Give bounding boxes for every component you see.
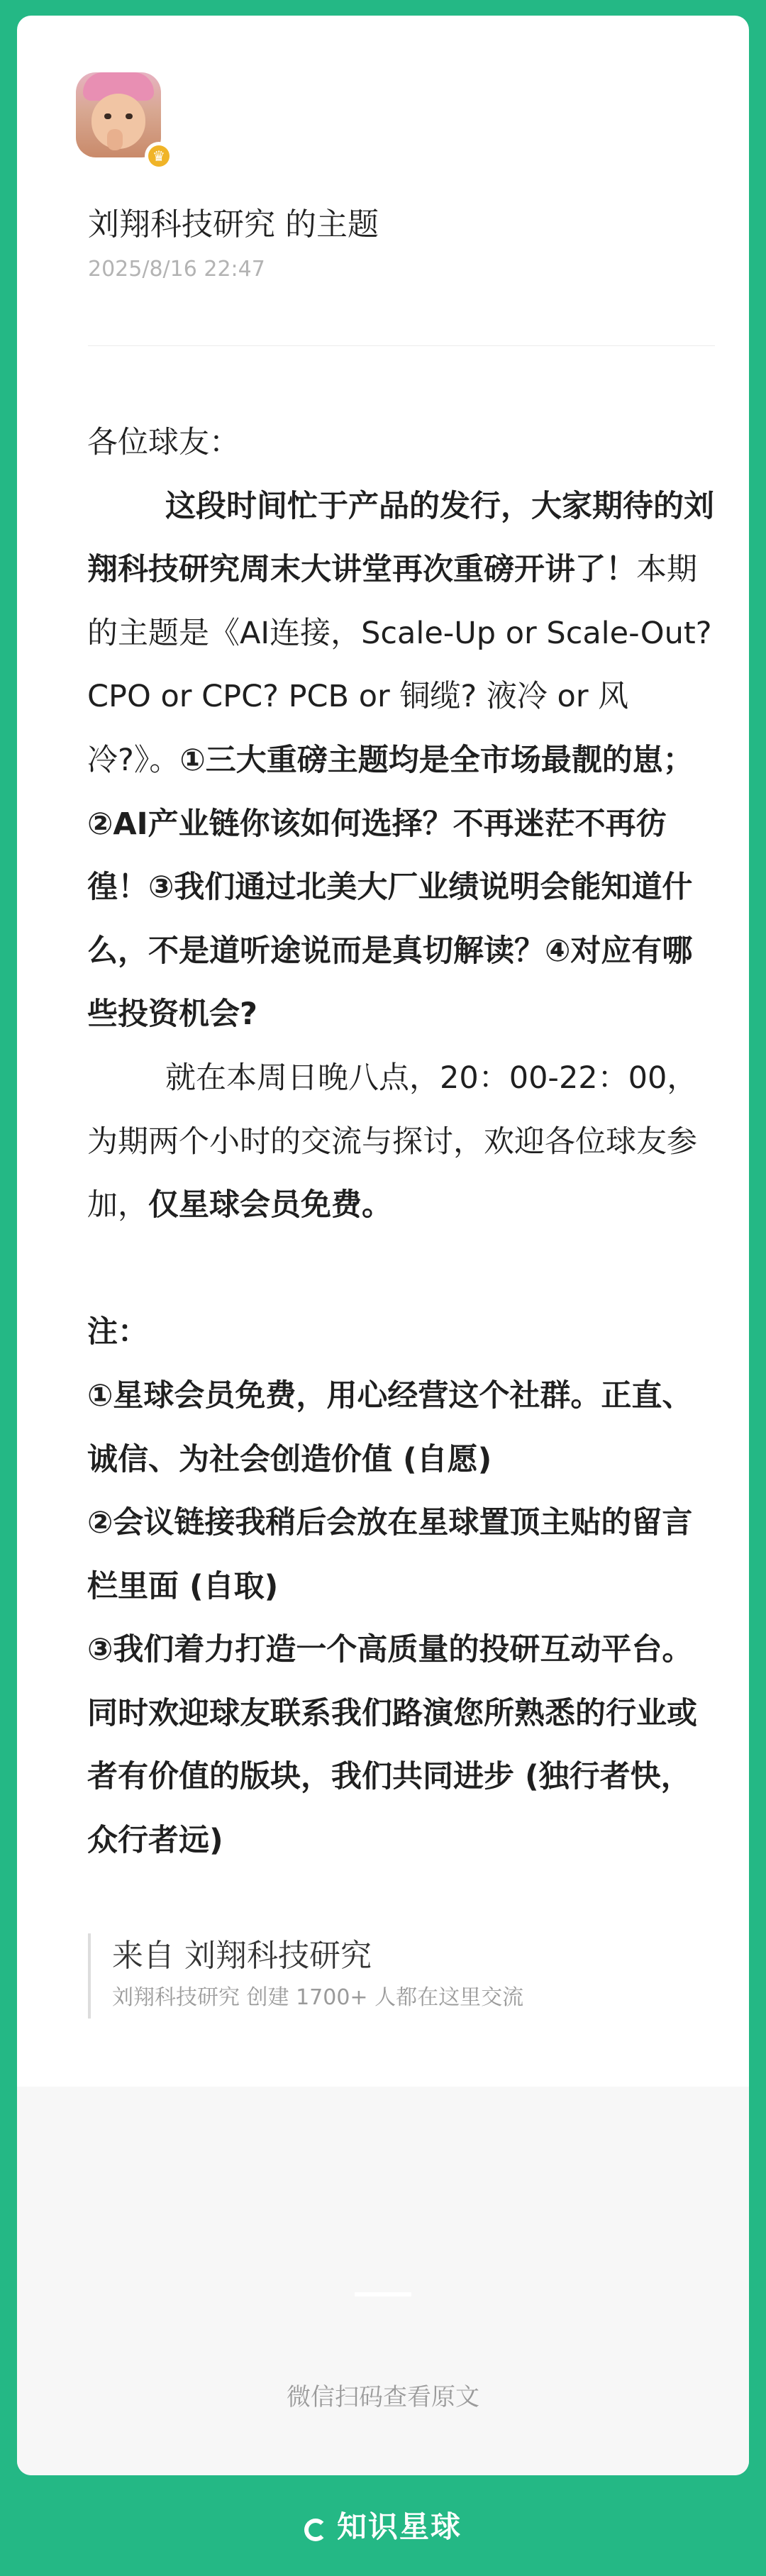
- qr-code[interactable]: [270, 2108, 496, 2335]
- note-3-text: ③我们着力打造一个高质量的投研互动平台。同时欢迎球友联系我们路演您所熟悉的行业或者有价值的版块，我们共同进步 (独行者快，众行者远): [87, 1632, 697, 1859]
- paragraph-1-normal: 本期的主题是《AI连接，Scale-Up or Scale-Out? CPO or CPC? PCB or 铜缆? 液冷 or 风冷?》。: [87, 552, 712, 778]
- paragraph-1-bold: 这段时间忙于产品的发行，大家期待的刘翔科技研究周末大讲堂再次重磅开讲了！: [87, 488, 714, 588]
- avatar-eye: [104, 113, 111, 119]
- paragraph-2: [87, 1047, 718, 1238]
- brand-name: 知识星球: [336, 2509, 462, 2544]
- note-title: [87, 1301, 718, 1365]
- post-title: 刘翔科技研究 的主题: [88, 206, 379, 243]
- post-date: 2025/8/16 22:47: [88, 257, 265, 282]
- brand-footer: [0, 2504, 766, 2546]
- avatar[interactable]: [76, 72, 161, 157]
- source-label: 来自 刘翔科技研究: [112, 1938, 372, 1974]
- note-1-text: ①星球会员免费，用心经营这个社群。正直、诚信、为社会创造价值 (自愿): [87, 1377, 693, 1477]
- crown-icon: ♛: [148, 145, 170, 167]
- planet-logo-icon: [304, 2519, 327, 2541]
- source-block[interactable]: [88, 1933, 523, 2019]
- greeting: 各位球友：: [87, 425, 240, 460]
- note-title-text: 注：: [87, 1314, 148, 1350]
- paragraph-2-bold: 仅星球会员免费。: [148, 1187, 392, 1223]
- owner-badge: [145, 142, 173, 170]
- source-meta: 刘翔科技研究 创建 1700+ 人都在这里交流: [112, 1985, 524, 2010]
- avatar-eye: [126, 113, 133, 119]
- avatar-hand: [107, 129, 123, 150]
- paragraph-2-normal: 就在本周日晚八点，20：00-22：00，为期两个小时的交流与探讨，欢迎各位球友参加，: [87, 1060, 698, 1223]
- paragraph-1-bold-2: ①三大重磅主题均是全市场最靓的崽；②AI产业链你该如何选择？不再迷茫不再彷徨！③我们通过北美大厂业绩说明会能知道什么，不是道听途说而是真切解读？④对应有哪些投资机会?: [87, 742, 694, 1033]
- note-3: [87, 1619, 718, 1872]
- spacer: [87, 1238, 718, 1301]
- paragraph-1: [87, 475, 718, 1047]
- article-body: [87, 411, 718, 1873]
- qr-footer: [17, 2087, 749, 2475]
- note-1: [87, 1365, 718, 1492]
- divider: [88, 345, 715, 346]
- note-2: [87, 1492, 718, 1619]
- note-2-text: ②会议链接我稍后会放在星球置顶主贴的留言栏里面 (自取): [87, 1505, 693, 1604]
- scan-tip: 微信扫码查看原文: [287, 2383, 479, 2411]
- post-card: [17, 16, 749, 2475]
